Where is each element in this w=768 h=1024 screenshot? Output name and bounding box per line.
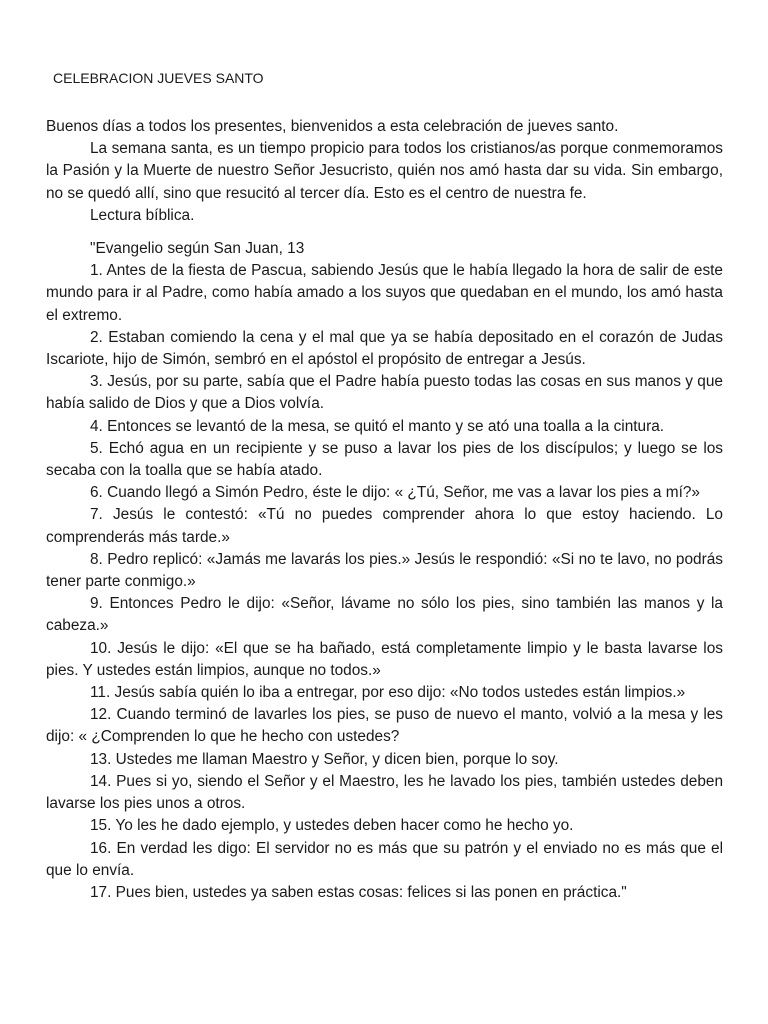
gospel-heading: "Evangelio según San Juan, 13 (90, 240, 305, 258)
verse-paragraph: 5. Echó agua en un recipiente y se puso a lavar los pies de los discípulos; y luego se los secaba con la toalla que se había atado. (46, 439, 723, 480)
verse-paragraph: 10. Jesús le dijo: «El que se ha bañado, está completamente limpio y le basta lavarse los pies. Y ustedes están limpios, aunque no todos.» (46, 639, 723, 679)
verse-paragraph: 16. En verdad les digo: El servidor no es más que su patrón y el enviado no es más que el que lo envía. (46, 839, 723, 879)
verse-list (46, 260, 723, 904)
verse-paragraph: 11. Jesús sabía quién lo iba a entregar, por eso dijo: «No todos ustedes están limpios.» (90, 684, 686, 702)
verse-paragraph: 13. Ustedes me llaman Maestro y Señor, y dicen bien, porque lo soy. (90, 750, 559, 768)
document-title: CELEBRACION JUEVES SANTO (53, 70, 264, 86)
verse-paragraph: 8. Pedro replicó: «Jamás me lavarás los pies.» Jesús le respondió: «Si no te lavo, no podrás tener parte conmigo.» (46, 550, 723, 591)
verse-paragraph: 1. Antes de la fiesta de Pascua, sabiendo Jesús que le había llegado la hora de salir de este mundo para ir al Padre, como había amado a los suyos que quedaban en el mundo, los amó hasta el extremo. (46, 262, 723, 324)
verse-paragraph: 3. Jesús, por su parte, sabía que el Padre había puesto todas las cosas en sus manos y que había salido de Dios y que a Dios volvía. (46, 373, 723, 413)
paragraph-gap (46, 227, 723, 238)
verse-paragraph: 15. Yo les he dado ejemplo, y ustedes deben hacer como he hecho yo. (90, 817, 574, 835)
verse-paragraph: 6. Cuando llegó a Simón Pedro, éste le dijo: « ¿Tú, Señor, me vas a lavar los pies a mí?» (90, 484, 700, 502)
verse-paragraph: 12. Cuando terminó de lavarles los pies, se puso de nuevo el manto, volvió a la mesa y les dijo: « ¿Comprenden lo que he hecho con ustedes? (46, 706, 723, 746)
verse-paragraph: 9. Entonces Pedro le dijo: «Señor, lávame no sólo los pies, sino también las manos y la cabeza.» (46, 595, 723, 635)
verse-paragraph: 2. Estaban comiendo la cena y el mal que ya se había depositado en el corazón de Judas Iscariote, hijo de Simón, sembró en el apóstol el propósito de entregar a Jesús. (46, 328, 723, 369)
reading-label: Lectura bíblica. (90, 206, 195, 224)
document-body (46, 116, 723, 904)
verse-paragraph: 7. Jesús le contestó: «Tú no puedes comprender ahora lo que estoy haciendo. Lo comprenderás más tarde.» (46, 506, 723, 546)
greeting-paragraph: Buenos días a todos los presentes, bienvenidos a esta celebración de jueves santo. (46, 118, 619, 135)
verse-paragraph: 17. Pues bien, ustedes ya saben estas cosas: felices si las ponen en práctica." (90, 883, 627, 901)
verse-paragraph: 4. Entonces se levantó de la mesa, se quitó el manto y se ató una toalla a la cintura. (90, 417, 665, 435)
intro-paragraph: La semana santa, es un tiempo propicio para todos los cristianos/as porque conmemoramos la Pasión y la Muerte de nuestro Señor Jesucristo, quién nos amó hasta dar su vida. Sin embargo, no se quedó allí, sino que resucitó al tercer día. Esto es el centro de nuestra fe. (46, 140, 723, 202)
verse-paragraph: 14. Pues si yo, siendo el Señor y el Maestro, les he lavado los pies, también ustedes deben lavarse los pies unos a otros. (46, 772, 723, 813)
